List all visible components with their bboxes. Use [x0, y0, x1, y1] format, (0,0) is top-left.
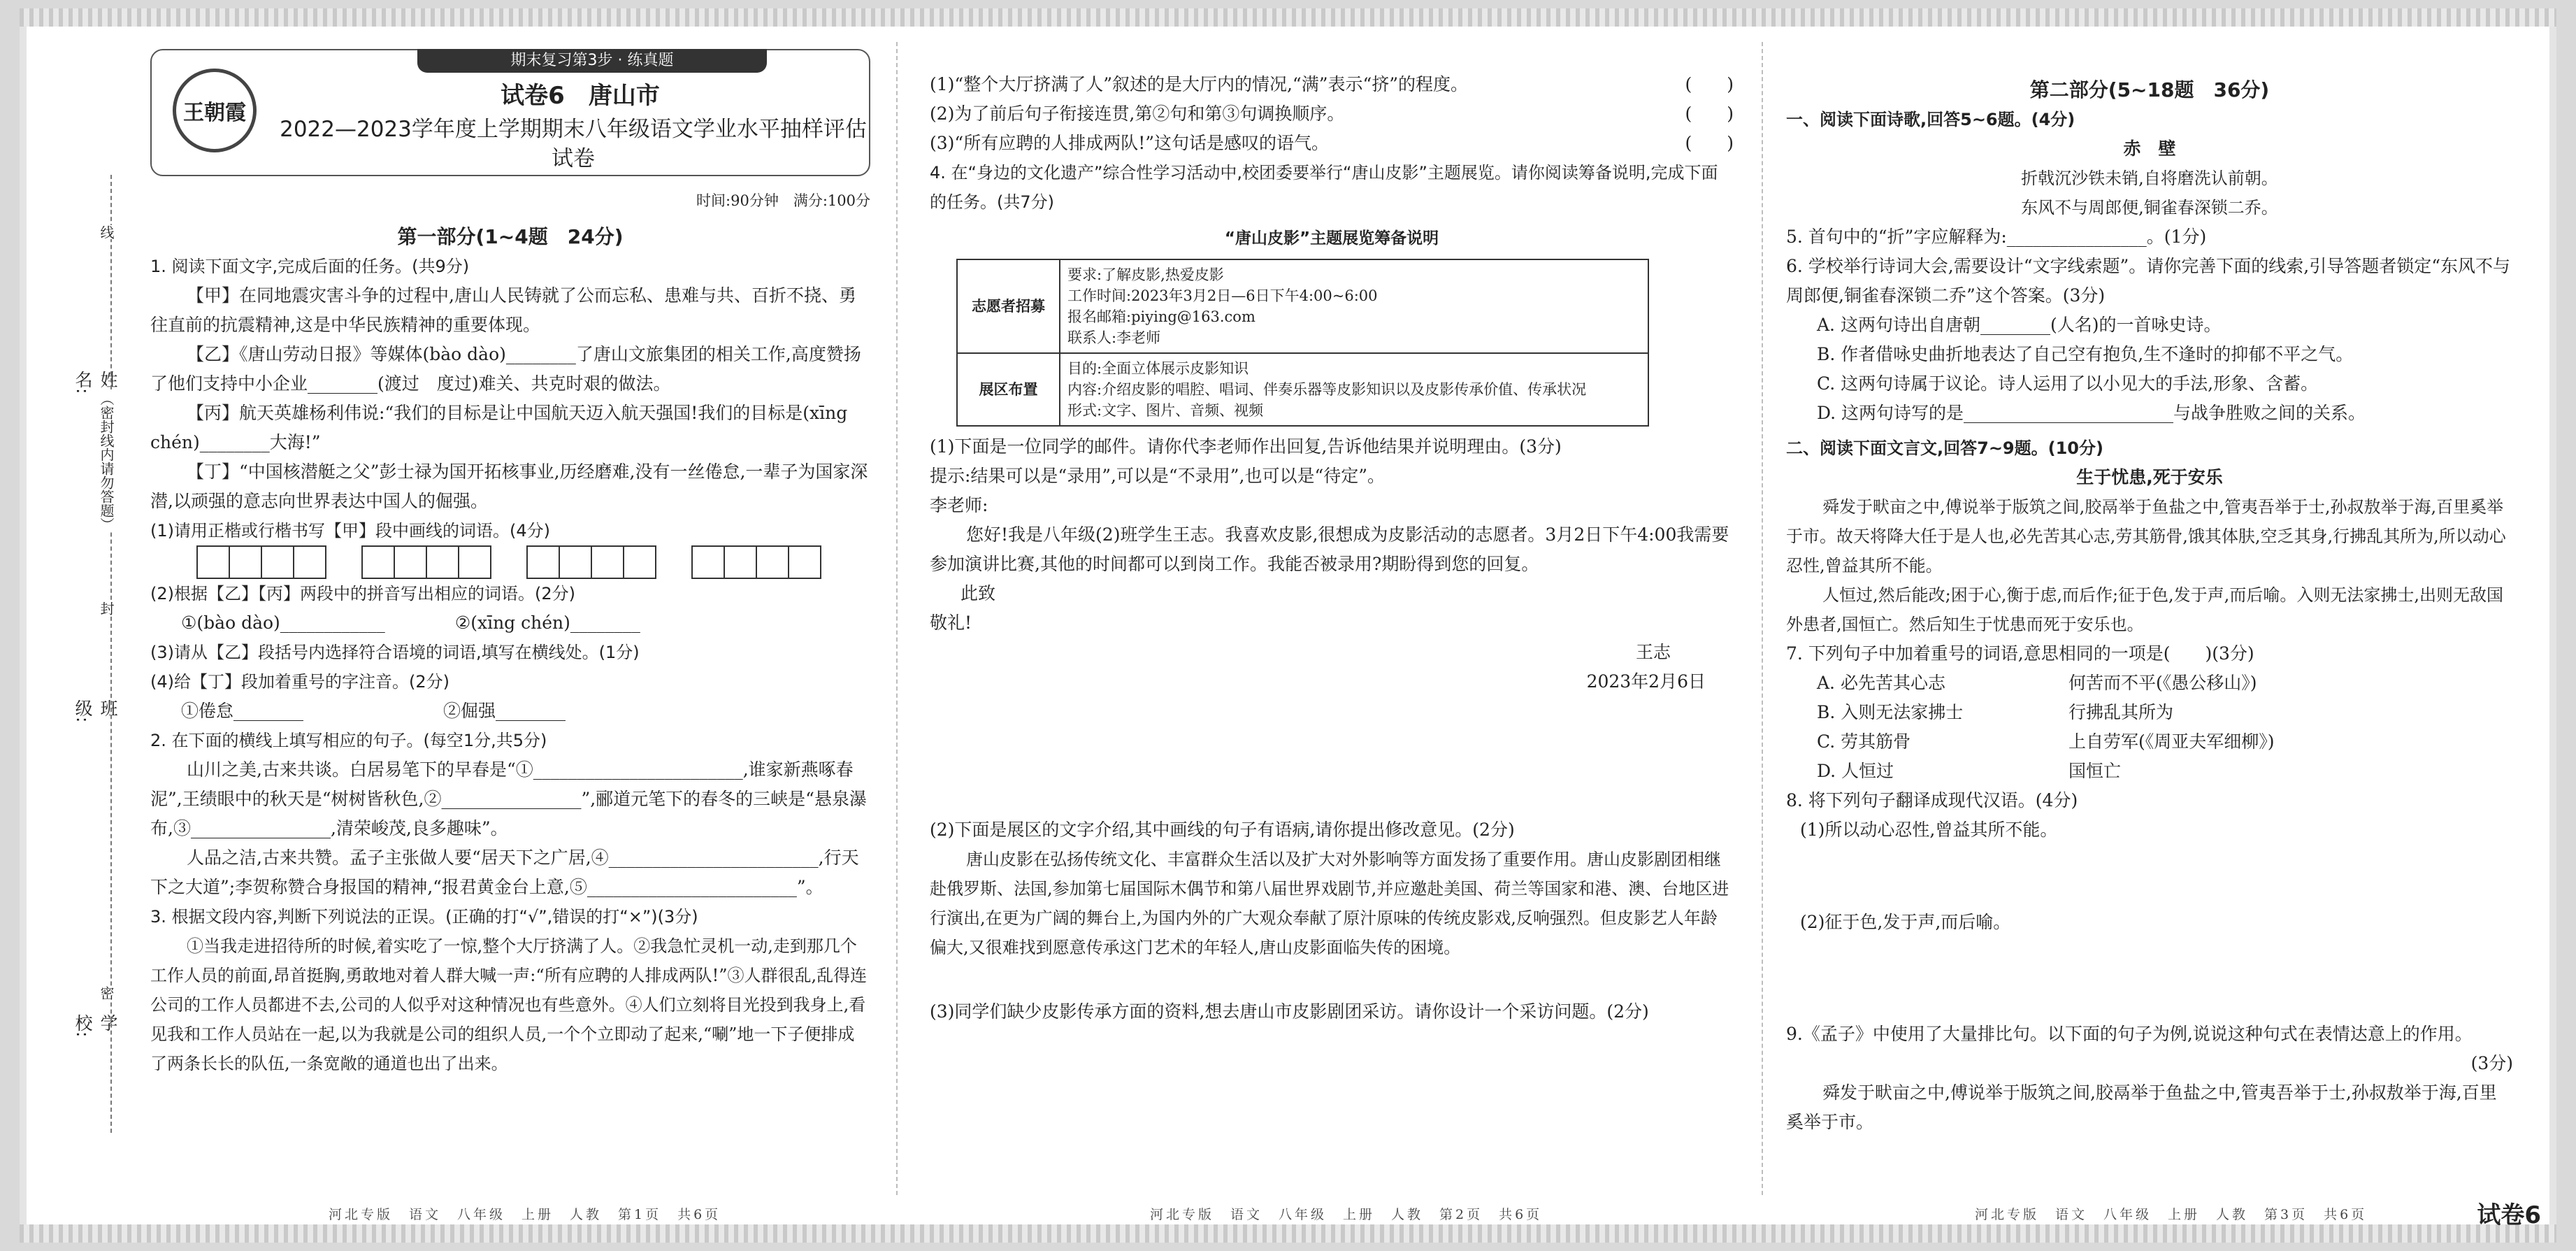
prose-para-2: 人恒过,然后能改;困于心,衡于虑,而后作;征于色,发于声,而后喻。入则无法家拂士,出则无敌国外患者,国恒亡。然后知生于忧患而死于安乐也。	[1786, 585, 2503, 634]
q1-yi: 【乙】《唐山劳动日报》等媒体(bào dào)________了唐山文旅集团的相关工作,高度赞扬了他们支持中小企业________(渡过 度过)难关、共克时艰的做法。	[150, 344, 861, 394]
q2-para2: 人品之洁,古来共赞。孟子主张做人要“居天下之广居,④________________________,行天下之大道”;李贺称赞合身报国的精神,“报君黄金台上意,⑤________________________”。	[150, 848, 859, 897]
answer-space-2[interactable]	[930, 962, 1734, 997]
mail-body: 您好!我是八年级(2)班学生王志。我喜欢皮影,很想成为皮影活动的志愿者。3月2日下午4:00我需要参加演讲比赛,其他的时间都可以到岗工作。我能否被录用?期盼得到您的回复。	[930, 524, 1729, 574]
table-line: 形式:文字、图片、音频、视频	[1067, 402, 1264, 419]
poem-title: 赤 壁	[2123, 138, 2176, 159]
poem-line-2: 东风不与周郎便,铜雀春深锁二乔。	[2021, 198, 2278, 217]
table-head-volunteer: 志愿者招募	[957, 259, 1060, 353]
q9-passage: 舜发于畎亩之中,傅说举于版筑之间,胶鬲举于鱼盐之中,管夷吾举于士,孙叔敖举于海,百里奚举于市。	[1786, 1082, 2497, 1132]
table-title: “唐山皮影”主题展览筹备说明	[1224, 229, 1439, 248]
q2-stem: 2. 在下面的横线上填写相应的句子。(每空1分,共5分)	[150, 731, 547, 750]
q3-stem: 3. 根据文段内容,判断下列说法的正误。(正确的打“√”,错误的打“×”)(3分)	[150, 907, 698, 927]
q2-para1: 山川之美,古来共谈。白居易笔下的早春是“①________________________,谁家新燕啄春泥”,王绩眼中的秋天是“树树皆秋色,②________________”,郦道元笔下的春冬的三峡是“悬泉瀑布,③________________,清荣峻茂,良多趣味”。	[150, 759, 867, 838]
page-2-footer: 河北专版 语文 八年级 上册 人教 第2页 共6页	[1150, 1207, 1543, 1222]
table-line: 报名邮箱:piying@163.com	[1067, 308, 1255, 325]
q1-sub2: (2)根据【乙】【丙】两段中的拼音写出相应的词语。(2分)	[150, 584, 575, 603]
part1-title: 第一部分(1~4题 24分)	[397, 225, 624, 248]
q6-b: B. 作者借咏史曲折地表达了自己空有抱负,生不逢时的抑郁不平之气。	[1817, 344, 2354, 364]
q7-options	[1786, 669, 2513, 786]
name-label: 姓名:	[73, 371, 118, 394]
poem-line-1: 折戟沉沙铁未销,自将磨洗认前朝。	[2021, 169, 2278, 188]
writing-grid[interactable]	[150, 545, 870, 579]
q1-jia: 【甲】在同地震灾害斗争的过程中,唐山人民铸就了公而忘私、患难与共、百折不挠、勇往直前的抗震精神,这是中华民族精神的重要体现。	[150, 285, 856, 335]
mail-ci: 此致	[960, 583, 996, 603]
q7-option-b[interactable]: B. 入则无法家拂士	[1817, 702, 1964, 722]
grid-cell-group	[693, 545, 821, 579]
q1-sub2-answers	[150, 608, 870, 638]
q6: 6. 学校举行诗词大会,需要设计“文字线索题”。请你完善下面的线索,引导答题者锁定“东风不与周郎便,铜雀春深锁二乔”这个答案。(3分)	[1786, 256, 2511, 306]
page-1-footer: 河北专版 语文 八年级 上册 人教 第1页 共6页	[329, 1207, 721, 1222]
q4-hint: 提示:结果可以是“录用”,可以是“不录用”,也可以是“待定”。	[930, 466, 1386, 486]
mail-sign: 王志	[1635, 642, 1671, 662]
q1-sub1: (1)请用正楷或行楷书写【甲】段中画线的词语。(4分)	[150, 521, 550, 541]
seal-char-feng: 封	[96, 601, 117, 615]
q5: 5. 首句中的“折”字应解释为:________________。(1分)	[1786, 227, 2207, 247]
q4-stem: 4. 在“身边的文化遗产”综合性学习活动中,校团委要举行“唐山皮影”主题展览。请你阅读筹备说明,完成下面的任务。(共7分)	[930, 163, 1718, 212]
exam-title: 试卷6 唐山市	[501, 82, 660, 110]
table-line: 联系人:李老师	[1067, 329, 1161, 346]
exam-time: 时间:90分钟 满分:100分	[696, 192, 870, 209]
q7-option-d-ref: 国恒亡	[2068, 761, 2122, 781]
q7-option-a[interactable]: A. 必先苦其心志	[1817, 673, 1945, 693]
q1-bing: 【丙】航天英雄杨利伟说:“我们的目标是让中国航天迈入航天强国!我们的目标是(xīng chén)________大海!”	[150, 403, 848, 452]
logo-text: 王朝霞	[183, 101, 246, 125]
column-divider	[896, 42, 898, 1195]
table-cell-volunteer	[1060, 259, 1648, 353]
q3-passage: ①当我走进招待所的时候,着实吃了一惊,整个大厅挤满了人。②我急忙灵机一动,走到那几个工作人员的前面,昂首挺胸,勇敢地对着人群大喊一声:“所有应聘的人排成两队!”③人群很乱,乱得连公司的工作人员都进不去,公司的人似乎对这种情况也有些意外。④人们立刻将目光投到我身上,看见我和工作人员站在一起,以为我就是公司的组织人员,一个个立即动了起来,“唰”地一下子便排成了两条长长的队伍,一条宽敞的通道也出了出来。	[150, 936, 868, 1073]
seal-char-mi: 密	[96, 986, 117, 1000]
grid-cell-group	[528, 545, 656, 579]
mail-jingli: 敬礼!	[930, 613, 972, 633]
table-row	[957, 353, 1648, 426]
q4-sub1: (1)下面是一位同学的邮件。请你代李老师作出回复,告诉他结果并说明理由。(3分)	[930, 436, 1562, 457]
review-step-tag: 期末复习第3步 · 练真题	[417, 49, 767, 73]
q4-sub2: (2)下面是展区的文字介绍,其中画线的句子有语病,请你提出修改意见。(2分)	[930, 820, 1515, 840]
q1-sub2-a[interactable]: ①(bào dào)____________	[181, 613, 385, 633]
page-3	[1786, 76, 2513, 1188]
q6-a: A. 这两句诗出自唐朝________(人名)的一首咏史诗。	[1817, 315, 2222, 335]
q3-judge-1-text: (1)“整个大厅挤满了人”叙述的是大厅内的情况,“满”表示“挤”的程度。	[930, 74, 1469, 94]
publisher-logo	[173, 69, 257, 152]
prose-para-1: 舜发于畎亩之中,傅说举于版筑之间,胶鬲举于鱼盐之中,管夷吾举于士,孙叔敖举于海,百里奚举于市。故天将降大任于是人也,必先苦其心志,劳其筋骨,饿其体肤,空乏其身,行拂乱其所为,所以动心忍性,曾益其所不能。	[1786, 497, 2506, 576]
exam-badge: 试卷6	[2477, 1201, 2541, 1229]
class-label: 班级:	[73, 699, 118, 723]
q1-stem: 1. 阅读下面文字,完成后面的任务。(共9分)	[150, 257, 470, 276]
answer-space-q8-1[interactable]	[1786, 845, 2513, 908]
q1-sub2-b[interactable]: ②(xīng chén)________	[454, 613, 640, 633]
answer-space-1[interactable]	[930, 696, 1734, 815]
answer-space-q8-2[interactable]	[1786, 937, 2513, 1020]
mail-date: 2023年2月6日	[1586, 671, 1706, 692]
q4-sub3: (3)同学们缺少皮影传承方面的资料,想去唐山市皮影剧团采访。请你设计一个采访问题。(2分)	[930, 1001, 1649, 1022]
table-row	[957, 259, 1648, 353]
prose-section-title: 二、阅读下面文言文,回答7~9题。(10分)	[1786, 438, 2103, 458]
q3-judge-2-text: (2)为了前后句子衔接连贯,第②句和第③句调换顺序。	[930, 103, 1345, 124]
school-label: 学校:	[73, 1014, 118, 1038]
q7-option-b-ref: 行拂乱其所为	[2068, 702, 2174, 722]
page-3-footer: 河北专版 语文 八年级 上册 人教 第3页 共6页	[1975, 1207, 2368, 1222]
q1-sub4-b[interactable]: ②倔强________	[443, 701, 566, 721]
q9-score: (3分)	[2470, 1053, 2513, 1073]
exam-header	[150, 49, 870, 176]
seal-char-line: 线	[96, 225, 117, 239]
bottom-border-decoration	[20, 1224, 2556, 1243]
q4-sub2-passage: 唐山皮影在弘扬传统文化、丰富群众生活以及扩大对外影响等方面发扬了重要作用。唐山皮影剧团相继赴俄罗斯、法国,参加第七届国际木偶节和第八届世界戏剧节,并应邀赴美国、荷兰等国家和港、澳、台地区进行演出,在更为广阔的舞台上,为国内外的广大观众奉献了原汁原味的传统皮影戏,反响强烈。但皮影艺人年龄偏大,又很难找到愿意传承这门艺术的年轻人,唐山皮影面临失传的困境。	[930, 850, 1729, 957]
q3-judge-1	[930, 70, 1734, 99]
q3-judge-2	[930, 99, 1734, 129]
mail-greeting: 李老师:	[930, 495, 988, 515]
table-head-layout: 展区布置	[957, 353, 1060, 426]
q8-1: (1)所以动心忍性,曾益其所不能。	[1800, 820, 2058, 840]
seal-note: （密封线内请勿答题）	[96, 392, 117, 531]
q6-c: C. 这两句诗属于议论。诗人运用了以小见大的手法,形象、含蓄。	[1817, 373, 2319, 394]
q6-d: D. 这两句诗写的是________________________与战争胜败之间的关系。	[1817, 403, 2366, 423]
q9: 9.《孟子》中使用了大量排比句。以下面的句子为例,说说这种句式在表情达意上的作用。	[1786, 1024, 2473, 1044]
q8: 8. 将下列句子翻译成现代汉语。(4分)	[1786, 790, 2078, 810]
exam-subtitle: 2022—2023学年度上学期期末八年级语文学业水平抽样评估试卷	[280, 117, 867, 171]
q1-sub4-answers	[150, 696, 870, 726]
column-divider	[1762, 42, 1763, 1195]
q7-option-c[interactable]: C. 劳其筋骨	[1817, 731, 1911, 752]
prose-title: 生于忧患,死于安乐	[2076, 467, 2223, 487]
q7-option-c-ref: 上自劳军(《周亚夫军细柳》)	[2068, 731, 2275, 752]
q1-sub4-a[interactable]: ①倦怠________	[181, 701, 304, 721]
exhibition-table	[956, 259, 1649, 427]
q7-option-d[interactable]: D. 人恒过	[1817, 761, 1894, 781]
table-cell-layout	[1060, 353, 1648, 426]
q3-judge-3	[930, 129, 1734, 158]
q1-ding: 【丁】“中国核潜艇之父”彭士禄为国开拓核事业,历经磨难,没有一丝倦怠,一辈子为国家深潜,以顽强的意志向世界表达中国人的倔强。	[150, 462, 868, 511]
table-line: 工作时间:2023年3月2日—6日下午4:00~6:00	[1067, 287, 1378, 304]
top-border-decoration	[20, 8, 2556, 27]
part2-title: 第二部分(5~18题 36分)	[2029, 78, 2270, 101]
answer-paren[interactable]: ( )	[1685, 74, 1734, 94]
table-line: 内容:介绍皮影的唱腔、唱词、伴奏乐器等皮影知识以及皮影传承价值、传承状况	[1067, 381, 1587, 398]
answer-paren[interactable]: ( )	[1685, 103, 1734, 124]
grid-cell-group	[198, 545, 326, 579]
grid-cell-group	[363, 545, 491, 579]
table-line: 要求:了解皮影,热爱皮影	[1067, 266, 1224, 283]
poem-section-title: 一、阅读下面诗歌,回答5~6题。(4分)	[1786, 110, 2075, 129]
q7-option-a-ref: 何苦而不平(《愚公移山》)	[2068, 673, 2257, 693]
q3-judge-3-text: (3)“所有应聘的人排成两队!”这句话是感叹的语气。	[930, 133, 1330, 153]
page-1	[150, 49, 870, 1188]
q7: 7. 下列句子中加着重号的词语,意思相同的一项是( )(3分)	[1786, 643, 2254, 664]
page-2	[930, 70, 1734, 1188]
table-line: 目的:全面立体展示皮影知识	[1067, 360, 1249, 377]
q1-sub4: (4)给【丁】段加着重号的字注音。(2分)	[150, 672, 449, 692]
q8-2: (2)征于色,发于声,而后喻。	[1800, 912, 2011, 932]
answer-paren[interactable]: ( )	[1685, 133, 1734, 153]
q1-sub3: (3)请从【乙】段括号内选择符合语境的词语,填写在横线处。(1分)	[150, 643, 640, 662]
